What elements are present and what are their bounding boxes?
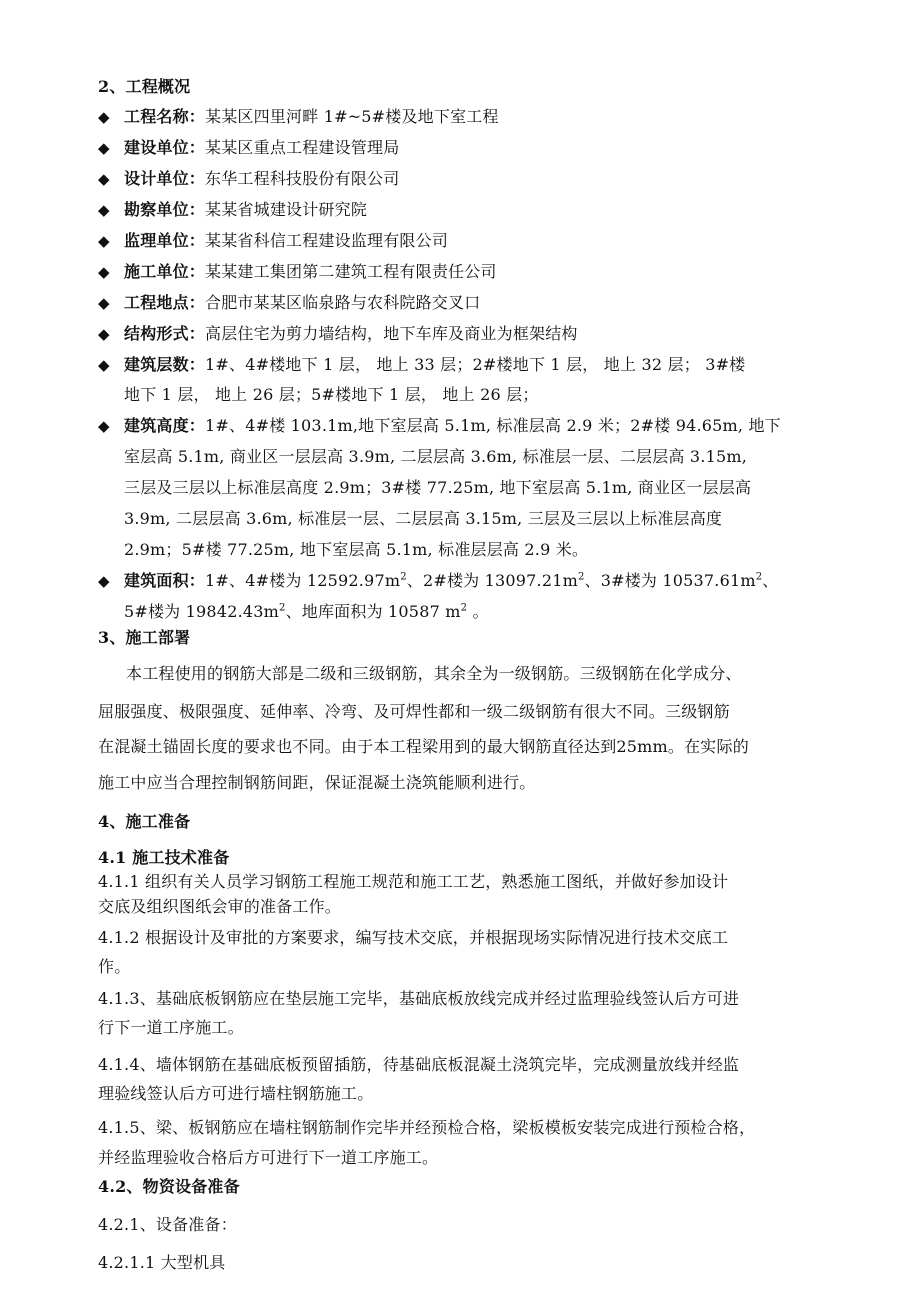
info-item-height-cont: 3.9m, 二层层高 3.6m, 标准层一层、二层层高 3.15m, 三层及三层以上标准层高度 (124, 509, 723, 528)
diamond-bullet-icon: ◆ (98, 232, 110, 250)
item-label: 勘察单位： (124, 200, 206, 219)
area-text: 、地库面积为 10587 m (285, 602, 461, 621)
info-item-structure (124, 324, 578, 344)
info-item-height-cont: 三层及三层以上标准层高度 2.9m；3#楼 77.25m, 地下室层高 5.1m, 商业区一层层高 (124, 478, 752, 497)
paragraph-line: 作。 (98, 957, 131, 976)
area-text: 、 (762, 571, 779, 590)
item-value: 1#、4#楼地下 1 层， 地上 33 层；2#楼地下 1 层， 地上 32 层； 3#楼 (205, 355, 746, 374)
section-4-heading: 4、施工准备 (98, 812, 191, 831)
item-label: 监理单位： (124, 231, 206, 250)
diamond-bullet-icon: ◆ (98, 294, 110, 312)
info-item-height-cont: 2.9m；5#楼 77.25m, 地下室层高 5.1m, 标准层层高 2.9 米。 (124, 540, 589, 559)
item-value: 某某区四里河畔 1#~5#楼及地下室工程 (205, 107, 499, 126)
item-label: 建筑高度： (124, 416, 206, 435)
area-superscript: 2 (279, 602, 286, 614)
item-label: 建筑层数： (124, 355, 206, 374)
paragraph-line: 并经监理验收合格后方可进行下一道工序施工。 (98, 1148, 439, 1167)
paragraph-line: 4.2.1.1 大型机具 (98, 1253, 226, 1272)
paragraph-line: 4.2.1、设备准备： (98, 1215, 237, 1234)
diamond-bullet-icon: ◆ (98, 201, 110, 219)
subsection-4-1-heading: 4.1 施工技术准备 (98, 848, 230, 867)
info-item-area-cont (124, 602, 489, 622)
item-label: 设计单位： (124, 169, 206, 188)
paragraph-line: 在混凝土锚固长度的要求也不同。由于本工程梁用到的最大钢筋直径达到25mm。在实际的 (98, 737, 749, 756)
info-item-contractor (124, 262, 497, 282)
diamond-bullet-icon: ◆ (98, 572, 110, 590)
item-value: 合肥市某某区临泉路与农科院路交叉口 (205, 293, 481, 312)
diamond-bullet-icon: ◆ (98, 139, 110, 157)
area-superscript: 2 (460, 602, 468, 614)
info-item-location (124, 293, 480, 313)
info-item-project-name (124, 107, 499, 127)
area-text: 、3#楼为 10537.61m (584, 571, 756, 590)
subsection-4-2-heading: 4.2、物资设备准备 (98, 1177, 240, 1196)
diamond-bullet-icon: ◆ (98, 170, 110, 188)
diamond-bullet-icon: ◆ (98, 417, 110, 435)
area-superscript: 2 (400, 571, 407, 583)
item-label: 结构形式： (124, 324, 206, 343)
item-value: 某某省城建设计研究院 (205, 200, 368, 219)
area-text: 1#、4#楼为 12592.97m (205, 571, 401, 590)
info-item-designer (124, 169, 399, 189)
item-value: 1#、4#楼 103.1m,地下室层高 5.1m, 标准层高 2.9 米；2#楼 94.65m, 地下 (205, 416, 781, 435)
paragraph-line: 屈服强度、极限强度、延伸率、冷弯、及可焊性都和一级二级钢筋有很大不同。三级钢筋 (98, 702, 730, 721)
paragraph-line: 4.1.1 组织有关人员学习钢筋工程施工规范和施工工艺，熟悉施工图纸，并做好参加设计 (98, 872, 729, 891)
item-value: 某某区重点工程建设管理局 (205, 138, 400, 157)
paragraph-line: 4.1.5、梁、板钢筋应在墙柱钢筋制作完毕并经预检合格，梁板模板安装完成进行预检合格， (98, 1118, 756, 1137)
info-item-height (124, 416, 781, 436)
info-item-area (124, 571, 779, 591)
area-text: 5#楼为 19842.43m (124, 602, 279, 621)
section-3-heading: 3、施工部署 (98, 628, 191, 647)
diamond-bullet-icon: ◆ (98, 356, 110, 374)
item-value: 某某建工集团第二建筑工程有限责任公司 (205, 262, 497, 281)
item-value: 某某省科信工程建设监理有限公司 (205, 231, 449, 250)
area-superscript: 2 (577, 571, 585, 583)
info-item-owner (124, 138, 399, 158)
paragraph-line: 4.1.3、基础底板钢筋应在垫层施工完毕，基础底板放线完成并经过监理验线签认后方可进 (98, 989, 740, 1008)
paragraph-line: 交底及组织图纸会审的准备工作。 (98, 897, 342, 916)
area-superscript: 2 (755, 571, 763, 583)
info-item-floors-cont: 地下 1 层， 地上 26 层；5#楼地下 1 层， 地上 26 层； (124, 385, 539, 404)
item-label: 施工单位： (124, 262, 206, 281)
diamond-bullet-icon: ◆ (98, 108, 110, 126)
paragraph-line: 施工中应当合理控制钢筋间距，保证混凝土浇筑能顺利进行。 (98, 773, 536, 792)
item-value: 高层住宅为剪力墙结构，地下车库及商业为框架结构 (205, 324, 578, 343)
item-label: 建筑面积： (124, 571, 206, 590)
paragraph-line: 4.1.4、墙体钢筋在基础底板预留插筋，待基础底板混凝土浇筑完毕，完成测量放线并经监 (98, 1055, 740, 1074)
item-value: 东华工程科技股份有限公司 (205, 169, 400, 188)
area-text: 、2#楼为 13097.21m (406, 571, 578, 590)
paragraph-line: 行下一道工序施工。 (98, 1018, 244, 1037)
area-text: 。 (467, 602, 489, 621)
section-2-heading: 2、工程概况 (98, 77, 191, 96)
info-item-floors (124, 355, 745, 375)
diamond-bullet-icon: ◆ (98, 325, 110, 343)
item-label: 建设单位： (124, 138, 206, 157)
info-item-height-cont: 室层高 5.1m, 商业区一层层高 3.9m, 二层层高 3.6m, 标准层一层、二层层高 3.15m, (124, 447, 747, 466)
info-item-survey (124, 200, 367, 220)
paragraph-line: 本工程使用的钢筋大部是二级和三级钢筋，其余全为一级钢筋。三级钢筋在化学成分、 (126, 664, 742, 683)
paragraph-line: 4.1.2 根据设计及审批的方案要求，编写技术交底，并根据现场实际情况进行技术交底工 (98, 928, 729, 947)
item-label: 工程地点： (124, 293, 206, 312)
paragraph-line: 理验线签认后方可进行墙柱钢筋施工。 (98, 1084, 374, 1103)
item-label: 工程名称： (124, 107, 206, 126)
diamond-bullet-icon: ◆ (98, 263, 110, 281)
info-item-supervisor (124, 231, 448, 251)
